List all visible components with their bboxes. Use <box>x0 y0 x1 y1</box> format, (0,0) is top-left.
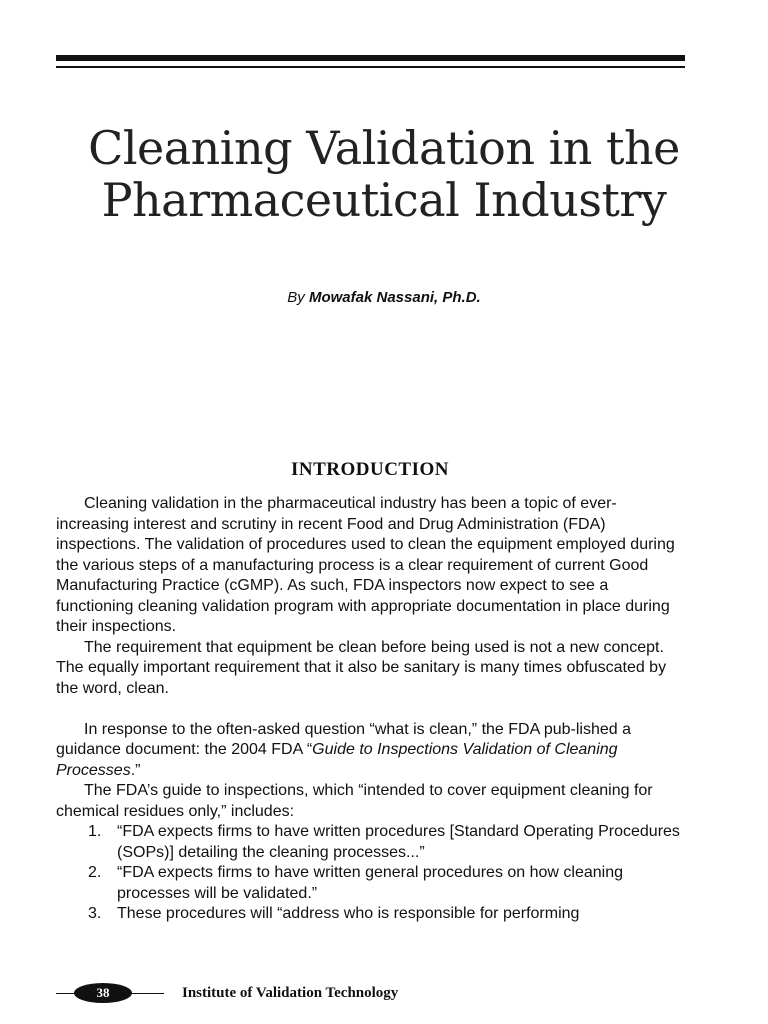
page-number: 38 <box>74 983 132 1003</box>
author-name: Mowafak Nassani, Ph.D. <box>308 289 481 306</box>
list-item <box>56 822 684 863</box>
list-text: These procedures will “address who is responsible for performing <box>117 905 580 922</box>
paragraph-3 <box>56 720 684 782</box>
paragraph-gap <box>56 699 684 720</box>
list-item <box>56 904 684 925</box>
title-line-1: Cleaning Validation in the <box>88 121 680 175</box>
byline-prefix: By <box>287 289 309 306</box>
byline <box>0 289 768 306</box>
list-text: “FDA expects firms to have written procedures [Standard Operating Procedures (SOPs)] detailing the cleaning processes...” <box>117 823 680 861</box>
header-rule-thick <box>56 55 685 61</box>
paragraph-1: Cleaning validation in the pharmaceutical industry has been a topic of ever-increasing interest and scrutiny in recent Food and Drug Administration (FDA) inspections. The validation of procedures used to clean the equipment employed during the various steps of a manufacturing process is a clear requirement of current Good Manufacturing Practice (cGMP). As such, FDA inspectors now expect to see a functioning cleaning validation program with appropriate documentation in place during their inspections. <box>56 495 675 635</box>
list-item <box>56 863 684 904</box>
article-body <box>56 494 684 925</box>
header-rule-thin <box>56 66 685 68</box>
paragraph-2: The requirement that equipment be clean before being used is not a new concept. The equally important requirement that it also be sanitary is many times obfuscated by the word, clean. <box>56 638 667 697</box>
list-number: 3. <box>88 905 102 922</box>
title-line-2: Pharmaceutical Industry <box>101 173 667 227</box>
guide-title: Guide to Inspections Validation of Cleaning Processes <box>56 741 618 779</box>
list-number: 1. <box>88 823 102 840</box>
article-title <box>0 122 768 226</box>
paragraph-3-end: .” <box>130 761 141 779</box>
publisher-name: Institute of Validation Technology <box>182 985 399 1001</box>
paragraph-4: The FDA’s guide to inspections, which “intended to cover equipment cleaning for chemical residues only,” includes: <box>56 782 653 820</box>
requirements-list <box>56 822 684 925</box>
list-text: “FDA expects firms to have written general procedures on how cleaning processes will be validated.” <box>117 864 624 902</box>
list-number: 2. <box>88 864 102 881</box>
section-heading: INTRODUCTION <box>290 459 450 480</box>
paragraph-3-text: In response to the often-asked question “what is clean,” the FDA pub-lished a guidance document: the 2004 FDA “ <box>56 720 631 758</box>
